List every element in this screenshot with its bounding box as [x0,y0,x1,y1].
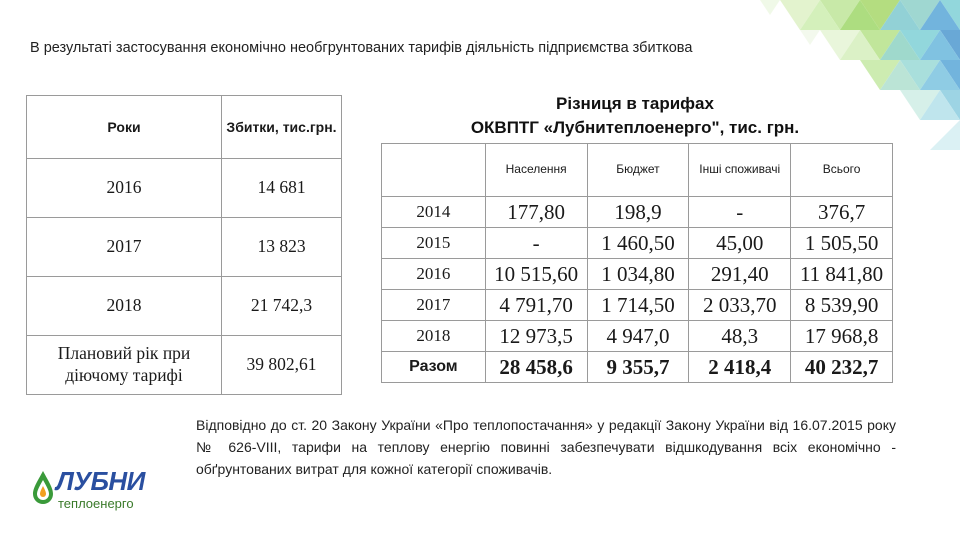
cell-value: 376,7 [791,197,893,228]
cell-value: 177,80 [485,197,587,228]
cell-value: 1 034,80 [587,259,689,290]
table-header-row [27,96,342,159]
cell-loss: 21 742,3 [222,277,342,336]
table-row [382,197,893,228]
cell-value: 11 841,80 [791,259,893,290]
table-row [382,228,893,259]
cell-year: 2017 [27,218,222,277]
table-row [27,336,342,395]
table-header-row [382,144,893,197]
cell-year: Плановий рік при діючому тарифі [27,336,222,395]
cell-total: 40 232,7 [791,352,893,383]
cell-value: 8 539,90 [791,290,893,321]
cell-year: 2016 [382,259,486,290]
cell-loss: 13 823 [222,218,342,277]
cell-year: 2017 [382,290,486,321]
logo-main-text: ЛУБНИ [56,466,145,496]
losses-table [26,95,342,395]
cell-value: 4 947,0 [587,321,689,352]
cell-value: 1 714,50 [587,290,689,321]
table-row [27,218,342,277]
table-row [27,159,342,218]
table-row [382,321,893,352]
cell-total: 28 458,6 [485,352,587,383]
cell-year: 2018 [27,277,222,336]
company-logo [28,466,178,518]
law-reference-paragraph: Відповідно до ст. 20 Закону України «Про теплопостачання» у редакції Закону України від 16.07.2015 року № 626-VIII, тарифи на теплову енергію повинні забезпечувати відшкодування всіх економічно - обґрунтованих витрат для кожної категорії споживачів. [196,417,896,477]
cell-value: 291,40 [689,259,791,290]
header-losses: Збитки, тис.грн. [222,96,342,159]
cell-value: 2 033,70 [689,290,791,321]
cell-value: 198,9 [587,197,689,228]
logo-sub-text: теплоенерго [58,496,134,511]
headline: В результаті застосування економічно необгрунтованих тарифів діяльність підприємства збиткова [30,40,693,56]
table-row [27,277,342,336]
cell-value: 10 515,60 [485,259,587,290]
tariff-title-line2: ОКВПТГ «Лубнитеплоенерго", тис. грн. [470,118,800,137]
cell-total: 2 418,4 [689,352,791,383]
table-total-row [382,352,893,383]
cell-value: 48,3 [689,321,791,352]
header-empty [382,144,486,197]
header-population: Населення [485,144,587,197]
cell-value: - [485,228,587,259]
tariff-title-line1: Різниця в тарифах [556,94,714,113]
cell-value: 17 968,8 [791,321,893,352]
cell-loss: 39 802,61 [222,336,342,395]
tariff-table [381,143,893,383]
cell-value: 1 505,50 [791,228,893,259]
cell-value: - [689,197,791,228]
cell-year: 2014 [382,197,486,228]
header-years: Роки [27,96,222,159]
cell-value: 45,00 [689,228,791,259]
cell-value: 4 791,70 [485,290,587,321]
table-row [382,259,893,290]
cell-total-label: Разом [382,352,486,383]
cell-year: 2016 [27,159,222,218]
header-budget: Бюджет [587,144,689,197]
water-drop-icon [32,470,54,504]
tariff-table-title [380,92,890,140]
cell-value: 1 460,50 [587,228,689,259]
cell-year: 2018 [382,321,486,352]
cell-loss: 14 681 [222,159,342,218]
cell-year: 2015 [382,228,486,259]
cell-value: 12 973,5 [485,321,587,352]
header-other: Інші споживачі [689,144,791,197]
header-total: Всього [791,144,893,197]
cell-total: 9 355,7 [587,352,689,383]
table-row [382,290,893,321]
